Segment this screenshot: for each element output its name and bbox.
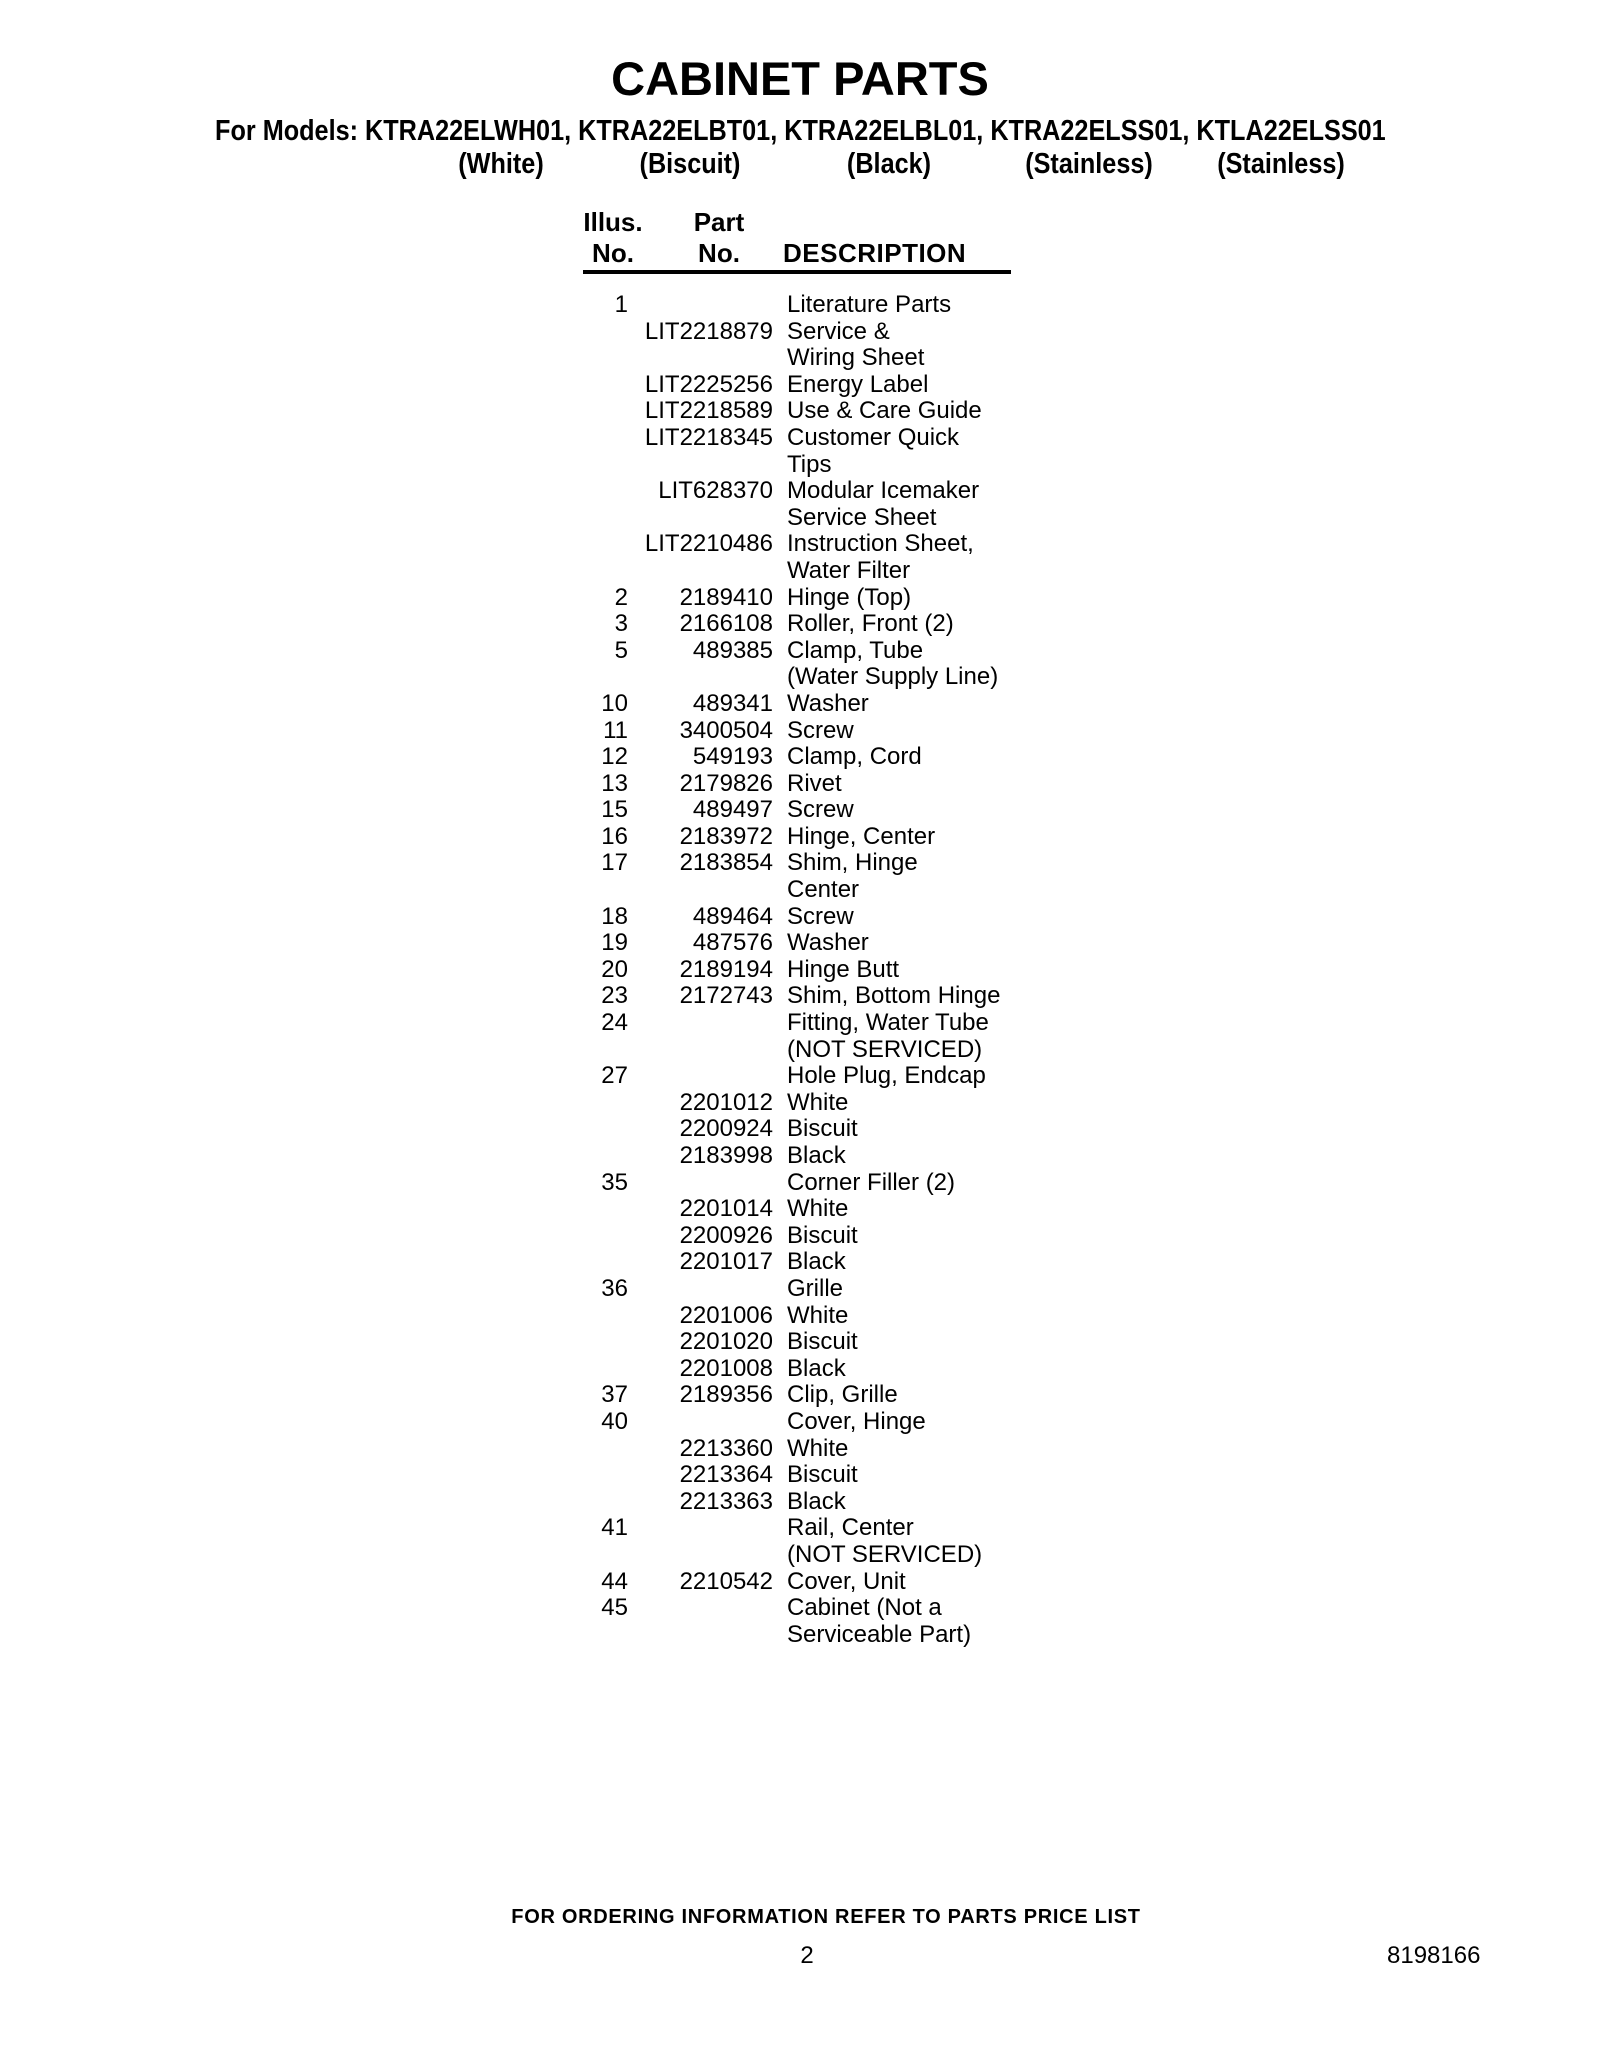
- model-color-label: (Biscuit): [639, 148, 741, 180]
- doc-number: 8198166: [1387, 1942, 1481, 1969]
- description-cell: Washer: [787, 929, 869, 957]
- table-row: [585, 372, 1105, 399]
- table-row: [585, 1382, 1105, 1409]
- header-rule: [583, 270, 1011, 274]
- table-row: [585, 1436, 1105, 1463]
- table-row: [585, 1356, 1105, 1383]
- table-row: [585, 1276, 1105, 1303]
- illus-no-cell: 45: [601, 1594, 628, 1622]
- table-row: [585, 1489, 1105, 1516]
- illus-no-cell: 36: [601, 1274, 628, 1302]
- illus-no-cell: 35: [601, 1168, 628, 1196]
- illus-no-cell: 37: [601, 1381, 628, 1409]
- part-no-cell: 2201020: [679, 1328, 773, 1356]
- description-cell: Hinge (Top): [787, 583, 912, 611]
- model-color-label: (Black): [846, 148, 932, 180]
- illus-no-cell: 23: [601, 982, 628, 1010]
- description-cell: Grille: [787, 1274, 844, 1302]
- description-cell: Hinge Butt: [787, 955, 900, 983]
- table-row: [585, 824, 1105, 851]
- illus-no-cell: 20: [601, 955, 628, 983]
- part-no-cell: 2201017: [679, 1248, 773, 1276]
- illus-no-cell: 3: [614, 610, 628, 638]
- table-row: [585, 1196, 1105, 1223]
- table-row: [585, 611, 1105, 638]
- description-cell: Screw: [787, 716, 854, 744]
- illus-no-cell: 19: [601, 929, 628, 957]
- description-cell: Biscuit: [787, 1115, 858, 1143]
- illus-no-cell: 24: [601, 1009, 628, 1037]
- model-colors-row: [0, 150, 1600, 180]
- description-cell: Hole Plug, Endcap: [787, 1062, 986, 1090]
- illus-no-cell: 11: [603, 716, 628, 744]
- parts-table-body: [585, 292, 1105, 1648]
- description-cell: Screw: [787, 796, 854, 824]
- illus-no-cell: 17: [601, 849, 628, 877]
- table-row: [585, 744, 1105, 771]
- table-row: [585, 983, 1105, 1010]
- part-no-cell: 489385: [692, 636, 773, 664]
- illus-no-cell: 2: [614, 583, 628, 611]
- part-no-cell: 2200924: [679, 1115, 773, 1143]
- part-no-cell: 2213364: [679, 1461, 773, 1489]
- table-row: [585, 638, 1105, 691]
- illus-no-cell: 13: [601, 769, 628, 797]
- illus-no-cell: 5: [614, 636, 628, 664]
- models-line: For Models: KTRA22ELWH01, KTRA22ELBT01, KTRA22ELBL01, KTRA22ELSS01, KTLA22ELSS01: [215, 115, 1386, 147]
- table-row: [585, 771, 1105, 798]
- table-row: [585, 1515, 1105, 1568]
- part-no-cell: 2213363: [679, 1487, 773, 1515]
- description-cell: Shim, Bottom Hinge: [787, 982, 1001, 1010]
- table-row: [585, 585, 1105, 612]
- part-no-cell: 2201014: [679, 1195, 773, 1223]
- table-row: [585, 1462, 1105, 1489]
- table-row: [585, 1569, 1105, 1596]
- part-no-cell: 2201012: [679, 1088, 773, 1116]
- illus-no-cell: 18: [601, 902, 628, 930]
- part-no-cell: 2183998: [679, 1142, 773, 1169]
- table-row: [585, 398, 1105, 425]
- illus-no-cell: 44: [601, 1567, 628, 1595]
- description-cell: Rail, Center (NOT SERVICED): [787, 1514, 983, 1568]
- table-row: [585, 718, 1105, 745]
- ordering-note: FOR ORDERING INFORMATION REFER TO PARTS PRICE LIST: [511, 1906, 1141, 1928]
- description-cell: Washer: [787, 689, 869, 717]
- part-no-cell: 2189410: [679, 583, 773, 611]
- table-row: [585, 904, 1105, 931]
- col-header-illus-line1: Illus.: [583, 207, 643, 237]
- description-cell: Rivet: [787, 769, 842, 797]
- part-no-cell: 489341: [692, 689, 773, 717]
- description-cell: Shim, Hinge Center: [787, 849, 918, 904]
- description-cell: Energy Label: [787, 370, 929, 398]
- model-color-label: (Stainless): [1025, 148, 1153, 180]
- illus-no-cell: 12: [601, 743, 628, 771]
- table-row: [585, 1063, 1105, 1090]
- part-no-cell: 487576: [692, 929, 773, 957]
- illus-no-cell: 41: [601, 1514, 628, 1542]
- part-no-cell: LIT2218589: [644, 397, 773, 425]
- col-header-part-line2: No.: [698, 238, 740, 268]
- description-cell: Customer Quick Tips: [787, 423, 960, 478]
- description-cell: Clip, Grille: [787, 1381, 898, 1409]
- illus-no-cell: 15: [601, 796, 628, 824]
- part-no-cell: LIT2218879: [644, 317, 773, 345]
- part-no-cell: 2200926: [679, 1221, 773, 1249]
- page-title: CABINET PARTS: [611, 52, 989, 105]
- part-no-cell: LIT628370: [658, 477, 773, 505]
- description-cell: Screw: [787, 902, 854, 930]
- description-cell: Black: [787, 1142, 846, 1169]
- table-row: [585, 1143, 1105, 1170]
- col-header-illus-line2: No.: [592, 238, 634, 268]
- table-row: [585, 292, 1105, 319]
- part-no-cell: LIT2218345: [644, 423, 773, 451]
- table-row: [585, 1116, 1105, 1143]
- part-no-cell: 2183854: [679, 849, 773, 877]
- table-row: [585, 850, 1105, 903]
- description-cell: White: [787, 1301, 849, 1329]
- model-color-label: (White): [458, 148, 544, 180]
- part-no-cell: 2210542: [679, 1567, 773, 1595]
- part-no-cell: LIT2225256: [644, 370, 773, 398]
- table-row: [585, 531, 1105, 584]
- table-row: [585, 1595, 1105, 1648]
- part-no-cell: 2166108: [679, 610, 773, 638]
- part-no-cell: 489464: [692, 902, 773, 930]
- table-row: [585, 1010, 1105, 1063]
- part-no-cell: LIT2210486: [644, 530, 773, 558]
- table-row: [585, 1329, 1105, 1356]
- table-row: [585, 797, 1105, 824]
- table-row: [585, 1303, 1105, 1330]
- description-cell: Roller, Front (2): [787, 610, 954, 638]
- description-cell: Use & Care Guide: [787, 397, 982, 425]
- part-no-cell: 2172743: [679, 982, 773, 1010]
- description-cell: Instruction Sheet, Water Filter: [787, 530, 974, 584]
- col-header-part-no: [694, 207, 745, 269]
- col-header-illus-no: [583, 207, 642, 269]
- description-cell: Hinge, Center: [787, 822, 936, 850]
- col-header-part-line1: Part: [693, 207, 745, 237]
- description-cell: Modular Icemaker Service Sheet: [787, 477, 980, 531]
- illus-no-cell: 1: [614, 291, 628, 318]
- description-cell: Black: [787, 1354, 846, 1382]
- description-cell: Cabinet (Not a Serviceable Part): [787, 1594, 972, 1648]
- table-row: [585, 478, 1105, 531]
- description-cell: Fitting, Water Tube (NOT SERVICED): [787, 1009, 989, 1063]
- description-cell: Corner Filler (2): [787, 1168, 956, 1196]
- description-cell: Cover, Unit: [787, 1567, 906, 1595]
- description-cell: Clamp, Cord: [787, 743, 922, 771]
- description-cell: Clamp, Tube (Water Supply Line): [787, 636, 999, 691]
- page-number: 2: [800, 1942, 814, 1969]
- description-cell: Biscuit: [787, 1461, 858, 1489]
- col-header-description: DESCRIPTION: [783, 238, 967, 268]
- table-row: [585, 425, 1105, 478]
- table-row: [585, 930, 1105, 957]
- part-no-cell: 2213360: [679, 1434, 773, 1462]
- description-cell: White: [787, 1088, 849, 1116]
- table-row: [585, 1170, 1105, 1197]
- illus-no-cell: 40: [601, 1407, 628, 1435]
- illus-no-cell: 27: [601, 1062, 628, 1090]
- part-no-cell: 2183972: [679, 822, 773, 850]
- description-cell: Service & Wiring Sheet: [787, 317, 925, 372]
- model-color-label: (Stainless): [1217, 148, 1345, 180]
- illus-no-cell: 10: [601, 689, 628, 717]
- table-row: [585, 319, 1105, 372]
- description-cell: White: [787, 1434, 849, 1462]
- description-cell: Literature Parts: [787, 291, 952, 318]
- part-no-cell: 2201008: [679, 1354, 773, 1382]
- description-cell: Biscuit: [787, 1221, 858, 1249]
- table-row: [585, 1409, 1105, 1436]
- description-cell: Black: [787, 1248, 846, 1276]
- description-cell: Cover, Hinge: [787, 1407, 926, 1435]
- table-row: [585, 957, 1105, 984]
- description-cell: White: [787, 1195, 849, 1223]
- table-row: [585, 1249, 1105, 1276]
- part-no-cell: 549193: [692, 743, 773, 771]
- part-no-cell: 489497: [692, 796, 773, 824]
- illus-no-cell: 16: [601, 822, 628, 850]
- part-no-cell: 2201006: [679, 1301, 773, 1329]
- part-no-cell: 2189356: [679, 1381, 773, 1409]
- description-cell: Biscuit: [787, 1328, 858, 1356]
- description-cell: Black: [787, 1487, 846, 1515]
- table-row: [585, 691, 1105, 718]
- part-no-cell: 3400504: [679, 716, 773, 744]
- table-row: [585, 1223, 1105, 1250]
- table-row: [585, 1090, 1105, 1117]
- part-no-cell: 2179826: [679, 769, 773, 797]
- part-no-cell: 2189194: [679, 955, 773, 983]
